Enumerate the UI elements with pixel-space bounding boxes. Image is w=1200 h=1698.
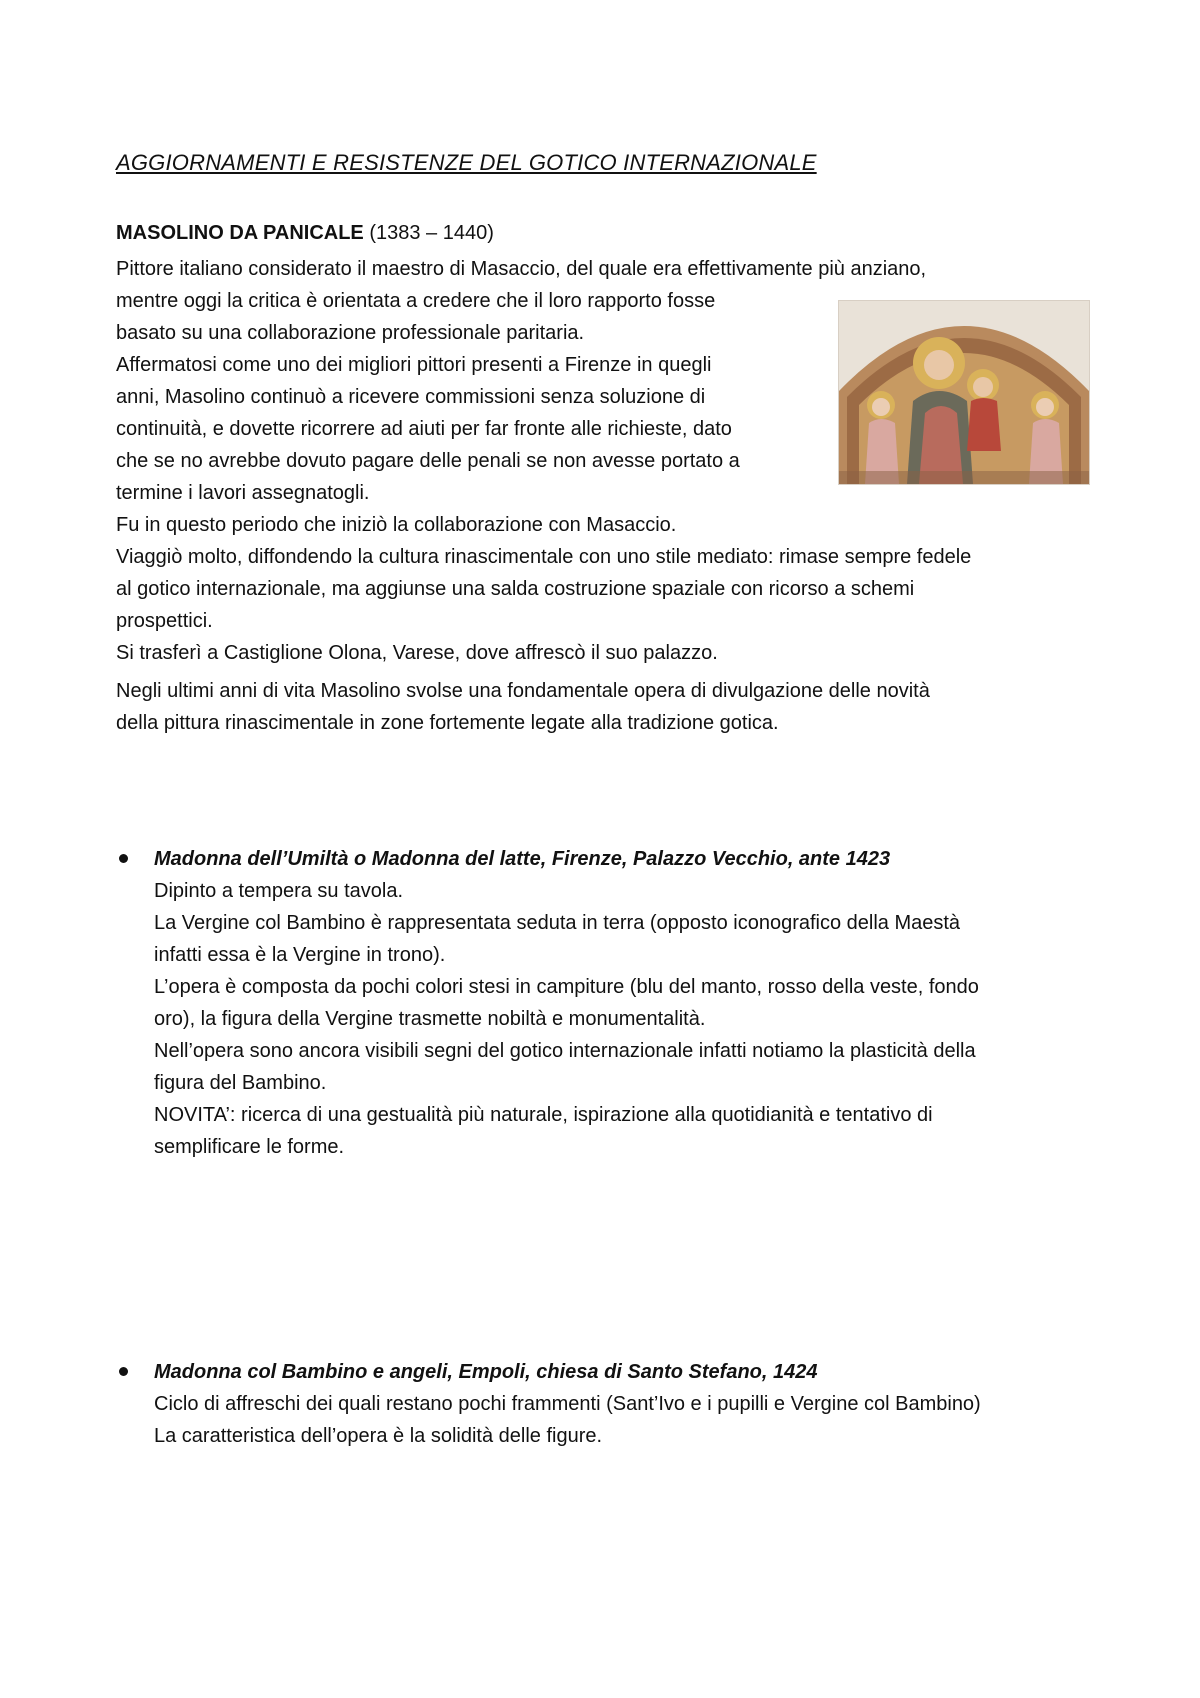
bullet-icon (119, 1367, 128, 1376)
work-line: infatti essa è la Vergine in trono). (154, 944, 446, 966)
work-line: semplificare le forme. (154, 1136, 345, 1158)
bio-line: al gotico internazionale, ma aggiunse una salda costruzione spaziale con ricorso a schemi (116, 578, 915, 600)
work-item (116, 843, 1096, 1163)
bullet-icon (119, 854, 128, 863)
bio-line: Fu in questo periodo che iniziò la collaborazione con Masaccio. (116, 514, 677, 536)
work-line: NOVITA’: ricerca di una gestualità più naturale, ispirazione alla quotidianità e tentativo di (154, 1104, 933, 1126)
bio-line: termine i lavori assegnatogli. (116, 482, 370, 504)
work-heading: Madonna col Bambino e angeli, Empoli, chiesa di Santo Stefano, 1424 (116, 1356, 1096, 1388)
bio-line: mentre oggi la critica è orientata a credere che il loro rapporto fosse (116, 290, 716, 312)
work-line: Ciclo di affreschi dei quali restano pochi frammenti (Sant’Ivo e i pupilli e Vergine col Bambino) (154, 1393, 981, 1415)
bio-line: prospettici. (116, 610, 213, 632)
work-line: figura del Bambino. (154, 1072, 327, 1094)
bio-line: della pittura rinascimentale in zone fortemente legate alla tradizione gotica. (116, 712, 779, 734)
work-line: L’opera è composta da pochi colori stesi in campiture (blu del manto, rosso della veste, fondo (154, 976, 979, 998)
work-line: La Vergine col Bambino è rappresentata seduta in terra (opposto iconografico della Maestà (154, 912, 961, 934)
bio-line: anni, Masolino continuò a ricevere commissioni senza soluzione di (116, 386, 706, 408)
work-line: Nell’opera sono ancora visibili segni del gotico internazionale infatti notiamo la plasticità della (154, 1040, 976, 1062)
author-name: MASOLINO DA PANICALE (116, 222, 364, 244)
bio-line: basato su una collaborazione professionale paritaria. (116, 322, 585, 344)
bio-line: Affermatosi come uno dei migliori pittori presenti a Firenze in quegli (116, 354, 712, 376)
document-title: AGGIORNAMENTI E RESISTENZE DEL GOTICO INTERNAZIONALE (116, 150, 817, 175)
bio-line: Pittore italiano considerato il maestro di Masaccio, del quale era effettivamente più anziano, (116, 258, 927, 280)
work-line: oro), la figura della Vergine trasmette nobiltà e monumentalità. (154, 1008, 706, 1030)
bio-line: Si trasferì a Castiglione Olona, Varese, dove affrescò il suo palazzo. (116, 642, 718, 664)
work-line: Dipinto a tempera su tavola. (154, 880, 404, 902)
bio-line: continuità, e dovette ricorrere ad aiuti per far fronte alle richieste, dato (116, 418, 732, 440)
author-heading (116, 222, 494, 245)
author-dates: (1383 – 1440) (369, 222, 494, 244)
bio-line: Viaggiò molto, diffondendo la cultura rinascimentale con uno stile mediato: rimase sempre fedele (116, 546, 972, 568)
work-line: La caratteristica dell’opera è la solidità delle figure. (154, 1425, 603, 1447)
bio-line: che se no avrebbe dovuto pagare delle penali se non avesse portato a (116, 450, 740, 472)
work-item (116, 1356, 1096, 1452)
work-heading: Madonna dell’Umiltà o Madonna del latte, Firenze, Palazzo Vecchio, ante 1423 (116, 843, 1096, 875)
bio-line: Negli ultimi anni di vita Masolino svolse una fondamentale opera di divulgazione delle novità (116, 680, 930, 702)
fresco-image (838, 300, 1090, 485)
